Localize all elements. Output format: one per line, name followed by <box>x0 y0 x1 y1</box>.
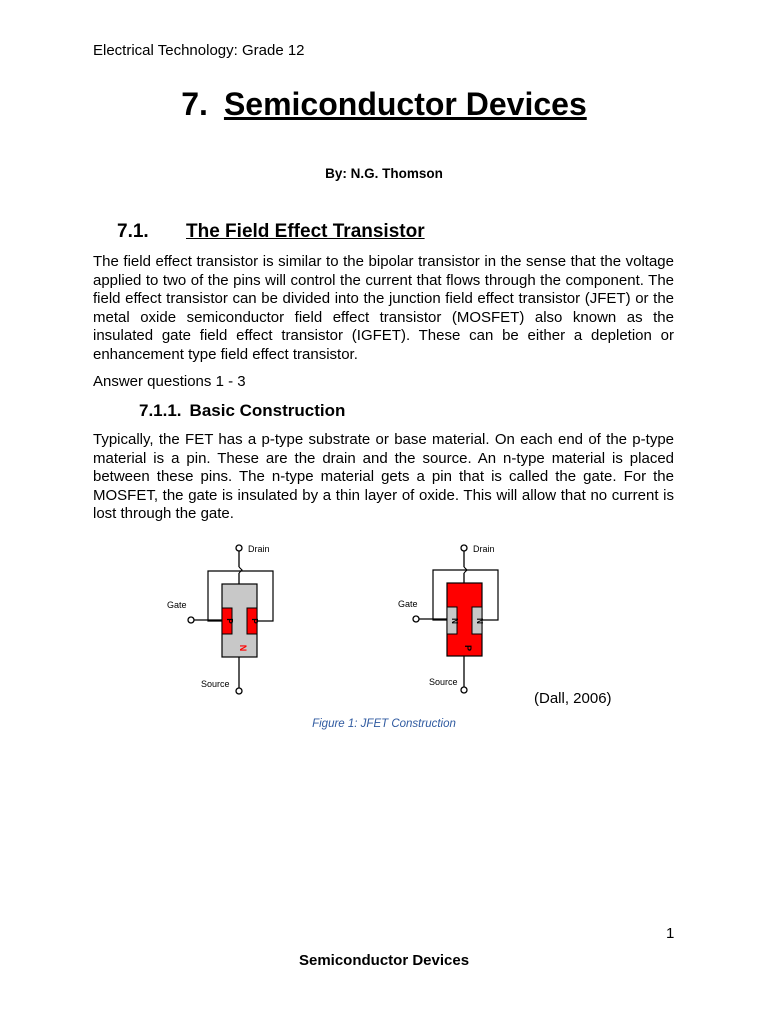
page-title <box>0 86 768 123</box>
author-line: By: N.G. Thomson <box>325 166 443 181</box>
subsection-title: Basic Construction <box>189 401 346 420</box>
page-footer: Semiconductor Devices <box>298 952 470 969</box>
n-channel-label: N <box>238 644 248 652</box>
section-title: The Field Effect Transistor <box>186 221 425 242</box>
intro-paragraph: The field effect transistor is similar to the bipolar transistor in the sense that the voltage applied to two of the pins will control the current that flows through the component. The field effect transistor can be divided into the junction field effect transistor (JFET) or the metal oxide semiconductor field effect transistor (MOSFET) also known as the insulated gate field effect transistor (IGFET). These can be either a depletion or enhancement type field effect transistor. <box>93 253 674 363</box>
section-number: 7.1. <box>117 221 149 242</box>
p-channel-label: P <box>463 644 473 652</box>
subsection-number: 7.1.1. <box>139 401 182 420</box>
n-region-label: N <box>450 618 459 624</box>
title-text: Semiconductor Devices <box>223 86 587 122</box>
source-label: Source <box>201 679 230 689</box>
construction-paragraph: Typically, the FET has a p-type substrate or base material. On each end of the p-type material is a pin. These are the drain and the source. An n-type material is placed between these pins. The n-type material gets a pin that is called the gate. For the MOSFET, the gate is insulated by a thin layer of oxide. This will allow that no current is lost through the gate. <box>93 431 674 523</box>
n-channel-jfet-diagram <box>167 544 273 694</box>
p-channel-jfet-diagram <box>398 544 498 693</box>
page-header: Electrical Technology: Grade 12 <box>93 42 305 59</box>
drain-terminal-icon <box>461 545 467 551</box>
gate-label: Gate <box>398 599 418 609</box>
drain-label: Drain <box>248 544 270 554</box>
p-region-label: P <box>250 618 259 624</box>
source-terminal-icon <box>461 687 467 693</box>
gate-label: Gate <box>167 600 187 610</box>
answer-questions-note: Answer questions 1 - 3 <box>93 373 246 390</box>
page-number: 1 <box>666 925 675 942</box>
drain-label: Drain <box>473 544 495 554</box>
drain-terminal-icon <box>236 545 242 551</box>
n-region-label: N <box>475 618 484 624</box>
title-number: 7. <box>181 86 208 122</box>
figure-citation: (Dall, 2006) <box>534 690 612 707</box>
gate-terminal-icon <box>413 616 419 622</box>
figure-caption: Figure 1: JFET Construction <box>312 718 456 730</box>
jfet-construction-figure <box>160 537 520 702</box>
source-label: Source <box>429 677 458 687</box>
subsection-heading <box>139 401 345 421</box>
source-terminal-icon <box>236 688 242 694</box>
gate-terminal-icon <box>188 617 194 623</box>
p-region-label: P <box>225 618 234 624</box>
